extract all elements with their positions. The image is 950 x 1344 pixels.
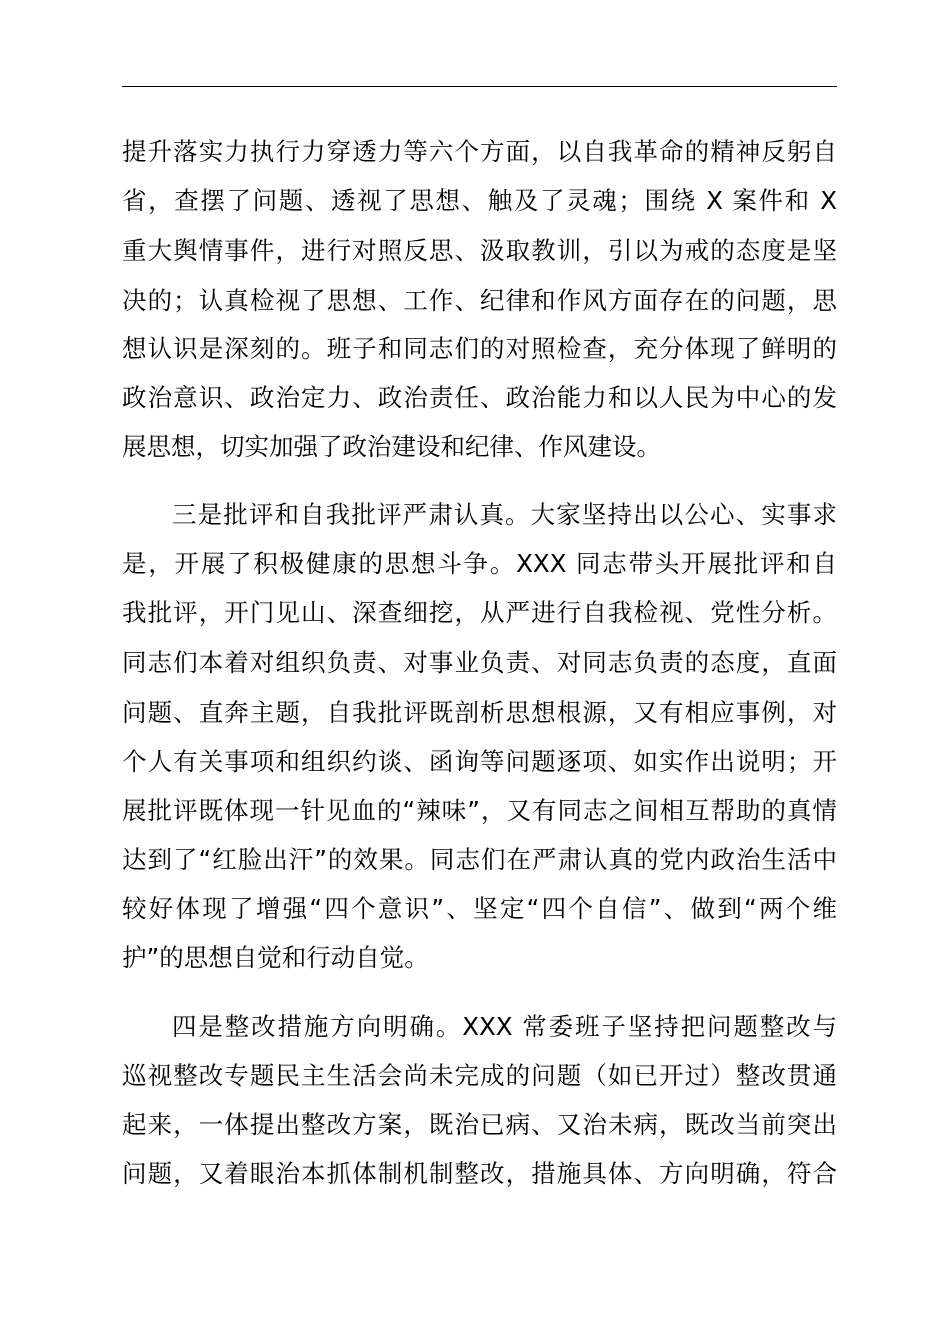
paragraph-line: 较好体现了增强“四个意识”、坚定“四个自信”、做到“两个维 <box>122 894 837 923</box>
paragraph-line: 政治意识、政治定力、政治责任、政治能力和以人民为中心的发 <box>122 383 837 412</box>
paragraph-line: 展思想，切实加强了政治建设和纪律、作风建设。 <box>122 432 661 461</box>
paragraph-line: 重大舆情事件，进行对照反思、汲取教训，引以为戒的态度是坚 <box>122 236 837 265</box>
paragraph-line: 展批评既体现一针见血的“辣味”，又有同志之间相互帮助的真情 <box>122 796 837 825</box>
header-rule <box>122 86 837 87</box>
paragraph-line: 决的；认真检视了思想、工作、纪律和作风方面存在的问题，思 <box>122 286 837 315</box>
paragraph-line: 问题、直奔主题，自我批评既剖析思想根源，又有相应事例，对 <box>122 698 837 727</box>
paragraph-line: 三是批评和自我批评严肃认真。大家坚持出以公心、实事求 <box>172 500 837 529</box>
paragraph-line: 省，查摆了问题、透视了思想、触及了灵魂；围绕 X 案件和 X <box>122 186 837 215</box>
paragraph-line: 护”的思想自觉和行动自觉。 <box>122 943 429 972</box>
paragraph-line: 提升落实力执行力穿透力等六个方面，以自我革命的精神反躬自 <box>122 137 837 166</box>
paragraph-line: 我批评，开门见山、深查细挖，从严进行自我检视、党性分析。 <box>122 598 837 627</box>
paragraph-line: 起来，一体提出整改方案，既治已病、又治未病，既改当前突出 <box>122 1110 837 1139</box>
paragraph-line: 同志们本着对组织负责、对事业负责、对同志负责的态度，直面 <box>122 648 837 677</box>
paragraph-line: 是，开展了积极健康的思想斗争。XXX 同志带头开展批评和自 <box>122 549 837 578</box>
paragraph-line: 想认识是深刻的。班子和同志们的对照检查，充分体现了鲜明的 <box>122 334 837 363</box>
paragraph-line: 个人有关事项和组织约谈、函询等问题逐项、如实作出说明；开 <box>122 747 837 776</box>
paragraph-line: 四是整改措施方向明确。XXX 常委班子坚持把问题整改与 <box>172 1012 837 1041</box>
paragraph-line: 达到了“红脸出汗”的效果。同志们在严肃认真的党内政治生活中 <box>122 845 837 874</box>
paragraph-line: 巡视整改专题民主生活会尚未完成的问题（如已开过）整改贯通 <box>122 1061 837 1090</box>
paragraph-line: 问题，又着眼治本抓体制机制整改，措施具体、方向明确，符合 <box>122 1159 837 1188</box>
